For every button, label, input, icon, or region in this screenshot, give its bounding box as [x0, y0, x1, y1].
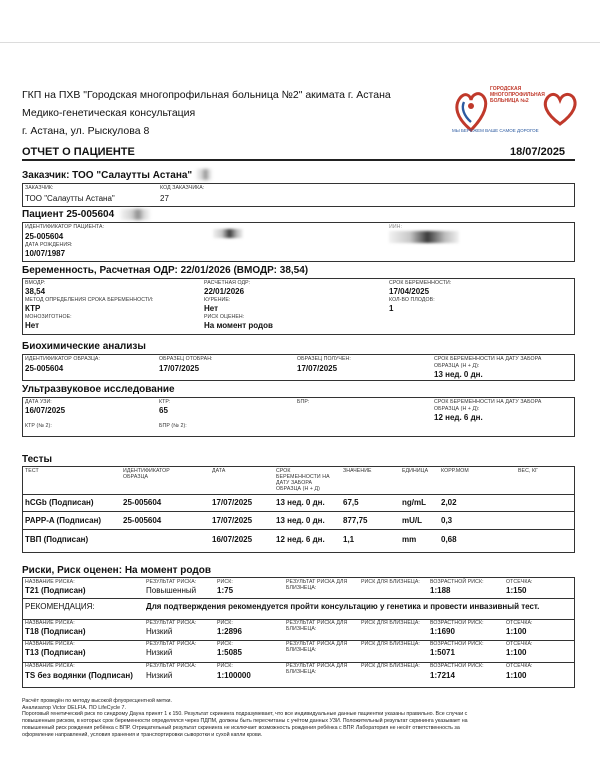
twin-result-label: БЛИЗНЕЦА:	[286, 669, 317, 675]
footer-line: Анализатор Victor DELFIA. ПО LifeCycle 7.	[22, 704, 126, 711]
twin-result-label: БЛИЗНЕЦА:	[286, 585, 317, 591]
logo-slogan: ДОРОГОЕ	[517, 128, 539, 133]
us-date-label: ДАТА УЗИ:	[25, 399, 52, 405]
tests-heading: Тесты	[22, 454, 53, 465]
field-label: СРОК БЕРЕМЕННОСТИ:	[389, 280, 452, 286]
customer-code-value: 27	[160, 194, 169, 203]
field-label: КУРЕНИЕ:	[204, 297, 231, 303]
redaction-blur	[389, 231, 459, 243]
age-risk-label: ВОЗРАСТНОЙ РИСК:	[430, 620, 484, 626]
twin-result-label: РЕЗУЛЬТАТ РИСКА ДЛЯ	[286, 641, 348, 647]
footer-line: повышенным риском, в которых срок беременности определялся через ПДПМ, должны быть пересчитаны с учётом данных УЗИ. Положительный результат скрининга указывает на	[22, 718, 468, 725]
term-value: 13 нед. 0 дн.	[434, 370, 483, 379]
term-label: ОБРАЗЦА (Н + Д):	[434, 363, 480, 369]
age-risk-value: 1:1690	[430, 627, 455, 636]
test-name: hCGb (Подписан)	[25, 498, 94, 507]
redaction-blur	[213, 229, 243, 238]
patient-id-value: 25-005604	[25, 232, 64, 241]
twin-risk-label: РИСК ДЛЯ БЛИЗНЕЦА:	[361, 579, 420, 585]
pregnancy-heading: Беременность, Расчетная ОДР: 22/01/2026 (ВМОДР: 38,54)	[22, 265, 309, 276]
test-term: 13 нед. 0 дн.	[276, 516, 325, 525]
cutoff-value: 1:100	[506, 627, 527, 636]
twin-result-label: РЕЗУЛЬТАТ РИСКА ДЛЯ	[286, 620, 348, 626]
field-value: Нет	[204, 304, 219, 313]
term-label: СРОК БЕРЕМЕННОСТИ НА ДАТУ ЗАБОРА	[434, 356, 542, 362]
risk-name-label: НАЗВАНИЕ РИСКА:	[25, 620, 75, 626]
field-value: 22/01/2026	[204, 287, 245, 296]
org-name: ГКП на ПХВ "Городская многопрофильная больница №2" акимата г. Астана	[22, 89, 391, 101]
row-divider	[23, 494, 574, 495]
cutoff-value: 1:100	[506, 648, 527, 657]
risk-label: РИСК:	[217, 579, 233, 585]
row-divider	[23, 598, 574, 599]
test-date: 16/07/2025	[212, 535, 253, 544]
test-date: 17/07/2025	[212, 498, 253, 507]
footer-line: оформление направлений, условия хранения и транспортировки сыворотки и сухой капли крови.	[22, 731, 263, 738]
cutoff-label: ОТСЕЧКА:	[506, 620, 533, 626]
column-header: ДАТА	[212, 468, 226, 474]
test-value: 67,5	[343, 498, 359, 507]
field-label: РАСЧЕТНАЯ ОДР:	[204, 280, 251, 286]
column-header: ЗНАЧЕНИЕ	[343, 468, 372, 474]
field-value: На момент родов	[204, 321, 273, 330]
risk-result: Низкий	[146, 648, 173, 657]
column-header: ИДЕНТИФИКАТОР ОБРАЗЦА	[123, 468, 170, 480]
column-header: ЕДИНИЦА	[402, 468, 429, 474]
ktr-value: 65	[159, 406, 168, 415]
ktr2-label: КТР (№ 2):	[25, 423, 52, 429]
org-department: Медико-генетическая консультация	[22, 107, 196, 119]
redaction-blur	[196, 169, 212, 180]
footer-notes	[22, 698, 578, 738]
field-label: РИСК ОЦЕНЕН:	[204, 314, 245, 320]
recommendation-text: Для подтверждения рекомендуется пройти консультацию у генетика и провести инвазивный тест.	[146, 602, 540, 611]
ultrasound-heading: Ультразвуковое исследование	[22, 384, 175, 395]
us-date-value: 16/07/2025	[25, 406, 66, 415]
row-divider	[23, 529, 574, 530]
risk-result: Низкий	[146, 671, 173, 680]
field-label: КОЛ-ВО ПЛОДОВ:	[389, 297, 435, 303]
risk-name: TS без водянки (Подписан)	[25, 671, 133, 680]
test-date: 17/07/2025	[212, 516, 253, 525]
risk-name-label: НАЗВАНИЕ РИСКА:	[25, 663, 75, 669]
customer-heading: Заказчик: ТОО "Салаутты Астана"	[22, 170, 193, 181]
age-risk-label: ВОЗРАСТНОЙ РИСК:	[430, 641, 484, 647]
pregnancy-box	[22, 278, 575, 335]
test-unit: mm	[402, 535, 417, 544]
term-value: 12 нед. 6 дн.	[434, 413, 483, 422]
customer-name-label: ЗАКАЗЧИК:	[25, 185, 54, 191]
field-value: 38,54	[25, 287, 46, 296]
sample-id-label: ИДЕНТИФИКАТОР ОБРАЗЦА:	[25, 356, 100, 362]
biochem-box	[22, 354, 575, 381]
test-mom: 2,02	[441, 498, 457, 507]
test-name: PAPP-A (Подписан)	[25, 516, 102, 525]
footer-line: Пороговый генетический риск по синдрому Дауна принят 1 к 150. Результат скрининга подразумевает, что все индивидуальные данные пациентки указаны правильно. Все случаи с	[22, 711, 468, 718]
risk-value: 1:2896	[217, 627, 242, 636]
risk-result-label: РЕЗУЛЬТАТ РИСКА:	[146, 620, 197, 626]
twin-result-label: РЕЗУЛЬТАТ РИСКА ДЛЯ	[286, 663, 348, 669]
risk-label: РИСК:	[217, 641, 233, 647]
tests-table	[22, 466, 575, 553]
bpr-label: БПР:	[297, 399, 310, 405]
risk-value: 1:75	[217, 586, 234, 595]
risk-value: 1:100000	[217, 671, 251, 680]
heart-outline-icon	[540, 90, 580, 128]
test-term: 13 нед. 0 дн.	[276, 498, 325, 507]
patient-heading: Пациент 25-005604	[22, 209, 115, 220]
age-risk-value: 1:5071	[430, 648, 455, 657]
risk-name: Т13 (Подписан)	[25, 648, 86, 657]
patient-extra-label: ИИН:	[389, 224, 403, 230]
ultrasound-box	[22, 397, 575, 437]
logo-slogan: МЫ БЕРЕЖЕМ	[452, 128, 484, 133]
column-header: ВЕС, КГ	[518, 468, 539, 474]
field-value: 17/04/2025	[389, 287, 430, 296]
age-risk-value: 1:188	[430, 586, 451, 595]
field-value: 1	[389, 304, 394, 313]
column-header: СРОК БЕРЕМЕННОСТИ НА ДАТУ ЗАБОРА ОБРАЗЦА (Н + Д)	[276, 468, 330, 492]
risk-label: РИСК:	[217, 620, 233, 626]
hospital-logo	[452, 80, 582, 144]
report-title: ОТЧЕТ О ПАЦИЕНТЕ	[22, 146, 135, 158]
test-value: 877,75	[343, 516, 368, 525]
twin-risk-label: РИСК ДЛЯ БЛИЗНЕЦА:	[361, 663, 420, 669]
report-date: 18/07/2025	[510, 146, 566, 158]
age-risk-label: ВОЗРАСТНОЙ РИСК:	[430, 663, 484, 669]
risk-result: Повышенный	[146, 586, 197, 595]
column-header: КОРР.МОМ	[441, 468, 469, 474]
risk-name: Т21 (Подписан)	[25, 586, 86, 595]
footer-line: повышенный риск рождения ребёнка с ВПР. Отрицательный результат скрининга не исключает возможность рождения ребёнка с ВПР. Лаборатория не несёт ответственность за	[22, 724, 460, 731]
twin-result-label: БЛИЗНЕЦА:	[286, 647, 317, 653]
test-sample-id: 25-005604	[123, 498, 162, 507]
logo-text-line: БОЛЬНИЦА №2	[490, 98, 529, 104]
twin-risk-label: РИСК ДЛЯ БЛИЗНЕЦА:	[361, 641, 420, 647]
cutoff-value: 1:150	[506, 586, 527, 595]
cutoff-value: 1:100	[506, 671, 527, 680]
field-label: МЕТОД ОПРЕДЕЛЕНИЯ СРОКА БЕРЕМЕННОСТИ:	[25, 297, 154, 303]
cutoff-label: ОТСЕЧКА:	[506, 663, 533, 669]
logo-text-line: ГОРОДСКАЯ	[490, 86, 522, 92]
redaction-blur	[120, 209, 150, 220]
sample-id-value: 25-005604	[25, 364, 64, 373]
sample-taken-value: 17/07/2025	[159, 364, 200, 373]
test-term: 12 нед. 6 дн.	[276, 535, 325, 544]
patient-dob-value: 10/07/1987	[25, 249, 66, 258]
biochem-heading: Биохимические анализы	[22, 341, 146, 352]
term-label: ОБРАЗЦА (Н + Д):	[434, 406, 480, 412]
risk-result-label: РЕЗУЛЬТАТ РИСКА:	[146, 663, 197, 669]
risks-heading: Риски, Риск оценен: На момент родов	[22, 565, 211, 576]
sample-received-value: 17/07/2025	[297, 364, 338, 373]
title-divider	[22, 159, 575, 161]
age-risk-value: 1:7214	[430, 671, 455, 680]
cutoff-label: ОТСЕЧКА:	[506, 641, 533, 647]
risk-result: Низкий	[146, 627, 173, 636]
risk-name-label: НАЗВАНИЕ РИСКА:	[25, 641, 75, 647]
field-value: Нет	[25, 321, 40, 330]
twin-result-label: РЕЗУЛЬТАТ РИСКА ДЛЯ	[286, 579, 348, 585]
recommendation-label: РЕКОМЕНДАЦИЯ:	[25, 602, 95, 611]
footer-line: Расчёт проведён по методу высокой флуоресцентной метки.	[22, 698, 172, 704]
customer-box	[22, 183, 575, 207]
field-label: МОНОЗИГОТНОЕ:	[25, 314, 72, 320]
sample-taken-label: ОБРАЗЕЦ ОТОБРАН:	[159, 356, 213, 362]
page-top-rule	[0, 42, 600, 43]
logo-slogan: ВАШЕ САМОЕ	[485, 128, 516, 133]
column-header: ТЕСТ	[25, 468, 39, 474]
age-risk-label: ВОЗРАСТНОЙ РИСК:	[430, 579, 484, 585]
test-mom: 0,68	[441, 535, 457, 544]
risk-value: 1:5085	[217, 648, 242, 657]
row-divider	[23, 511, 574, 512]
logo-text-line: МНОГОПРОФИЛЬНАЯ	[490, 92, 545, 98]
patient-dob-label: ДАТА РОЖДЕНИЯ:	[25, 242, 73, 248]
sample-received-label: ОБРАЗЕЦ ПОЛУЧЕН:	[297, 356, 351, 362]
risk-label: РИСК:	[217, 663, 233, 669]
risk-name: Т18 (Подписан)	[25, 627, 86, 636]
field-value: КТР	[25, 304, 41, 313]
cutoff-label: ОТСЕЧКА:	[506, 579, 533, 585]
patient-box	[22, 222, 575, 262]
field-label: ВМОДР:	[25, 280, 46, 286]
ktr-label: КТР:	[159, 399, 171, 405]
bpr2-label: БПР (№ 2):	[159, 423, 187, 429]
test-value: 1,1	[343, 535, 355, 544]
term-label: СРОК БЕРЕМЕННОСТИ НА ДАТУ ЗАБОРА	[434, 399, 542, 405]
risk-result-label: РЕЗУЛЬТАТ РИСКА:	[146, 579, 197, 585]
test-unit: ng/mL	[402, 498, 426, 507]
twin-risk-label: РИСК ДЛЯ БЛИЗНЕЦА:	[361, 620, 420, 626]
risk-result-label: РЕЗУЛЬТАТ РИСКА:	[146, 641, 197, 647]
risks-table	[22, 577, 575, 688]
customer-code-label: КОД ЗАКАЗЧИКА:	[160, 185, 205, 191]
test-mom: 0,3	[441, 516, 453, 525]
test-name: ТВП (Подписан)	[25, 535, 89, 544]
patient-id-label: ИДЕНТИФИКАТОР ПАЦИЕНТА:	[25, 224, 105, 230]
org-address: г. Астана, ул. Рыскулова 8	[22, 125, 150, 137]
twin-result-label: БЛИЗНЕЦА:	[286, 626, 317, 632]
customer-name-value: ТОО "Салаутты Астана"	[25, 194, 115, 203]
test-sample-id: 25-005604	[123, 516, 162, 525]
risk-name-label: НАЗВАНИЕ РИСКА:	[25, 579, 75, 585]
test-unit: mU/L	[402, 516, 422, 525]
